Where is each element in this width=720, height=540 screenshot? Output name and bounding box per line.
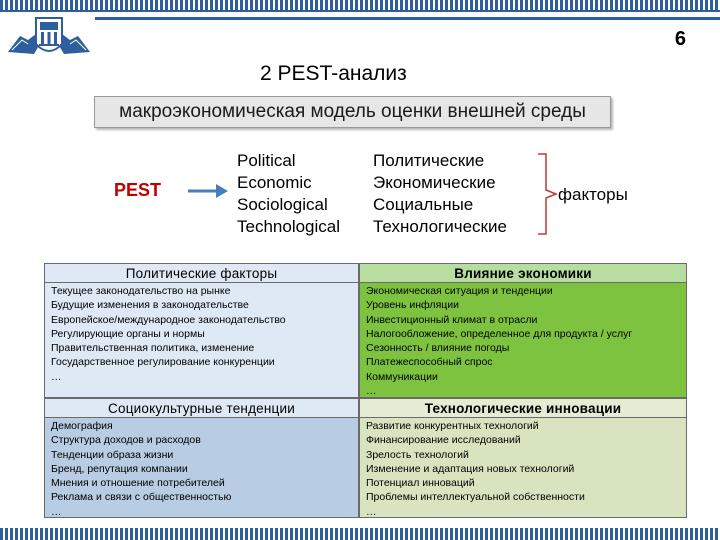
header-line [95, 17, 720, 20]
list-item: Экономическая ситуация и тенденции [366, 285, 553, 297]
list-item: Платежеспособный спрос [366, 356, 493, 369]
factors-label: факторы [558, 185, 628, 204]
pest-russian-item: Политические [373, 151, 485, 170]
list-item: Структура доходов и расходов [51, 434, 201, 447]
header-stripe [0, 0, 720, 10]
list-item: … [366, 385, 377, 398]
list-item: … [51, 505, 62, 518]
pest-english-item: Sociological [237, 195, 328, 214]
economic-factors-heading: Влияние экономики [360, 264, 686, 283]
list-item: Налогообложение, определенное для продукта / услуг [366, 327, 633, 340]
political-factors-heading: Политические факторы [45, 264, 358, 283]
list-item: Текущее законодательство на рынке [51, 285, 231, 297]
pest-russian-item: Социальные [373, 195, 474, 214]
pest-english-item: Political [237, 151, 296, 170]
social-trends-list [45, 418, 358, 519]
header-rule [0, 10, 720, 12]
list-item: Зрелость технологий [366, 448, 469, 461]
arrow-right-icon [186, 180, 230, 202]
political-factors-list [45, 283, 358, 384]
list-item: … [51, 370, 62, 383]
social-trends-heading: Социокультурные тенденции [45, 399, 358, 418]
list-item: Потенциал инноваций [366, 477, 475, 490]
list-item: Развитие конкурентных технологий [366, 420, 539, 432]
list-item: Изменение и адаптация новых технологий [366, 462, 575, 475]
list-item: Финансирование исследований [366, 434, 521, 447]
right-bracket-icon [536, 152, 558, 236]
tech-innovations-heading: Технологические инновации [360, 399, 686, 418]
subtitle-box: макроэкономическая модель оценки внешней среды [94, 96, 611, 128]
tech-innovations-list [360, 418, 686, 519]
political-factors-panel [44, 263, 359, 398]
page-number: 6 [674, 28, 686, 50]
list-item: Мнения и отношение потребителей [51, 477, 225, 490]
list-item: Проблемы интеллектуальной собственности [366, 491, 585, 504]
footer-stripe [0, 528, 720, 540]
list-item: Правительственная политика, изменение [51, 342, 255, 355]
pest-english-item: Economic [237, 173, 312, 192]
economic-factors-list [360, 283, 686, 398]
list-item: Демография [51, 420, 113, 432]
list-item: Уровень инфляции [366, 299, 459, 312]
list-item: Реклама и связи с общественностью [51, 491, 232, 504]
pest-english-list [237, 150, 340, 238]
list-item: Государственное регулирование конкуренции [51, 356, 275, 369]
pest-english-item: Technological [237, 217, 341, 236]
list-item: … [366, 505, 377, 518]
list-item: Регулирующие органы и нормы [51, 327, 205, 340]
pest-russian-item: Технологические [373, 217, 507, 236]
pest-russian-list [373, 150, 507, 238]
list-item: Коммуникации [366, 370, 438, 383]
list-item: Бренд, репутация компании [51, 462, 188, 475]
page-title: 2 PEST-анализ [260, 62, 407, 85]
list-item: Будущие изменения в законодательстве [51, 299, 249, 312]
list-item: Сезонность / влияние погоды [366, 342, 510, 355]
economic-factors-panel [359, 263, 687, 398]
list-item: Тенденции образа жизни [51, 448, 174, 461]
list-item: Инвестиционный климат в отрасли [366, 313, 538, 326]
pest-russian-item: Экономические [373, 173, 496, 192]
list-item: Европейское/международное законодательство [51, 313, 286, 326]
pest-label: PEST [114, 180, 162, 200]
social-trends-panel [44, 398, 359, 518]
tech-innovations-panel [359, 398, 687, 518]
university-crest-icon [6, 14, 92, 60]
